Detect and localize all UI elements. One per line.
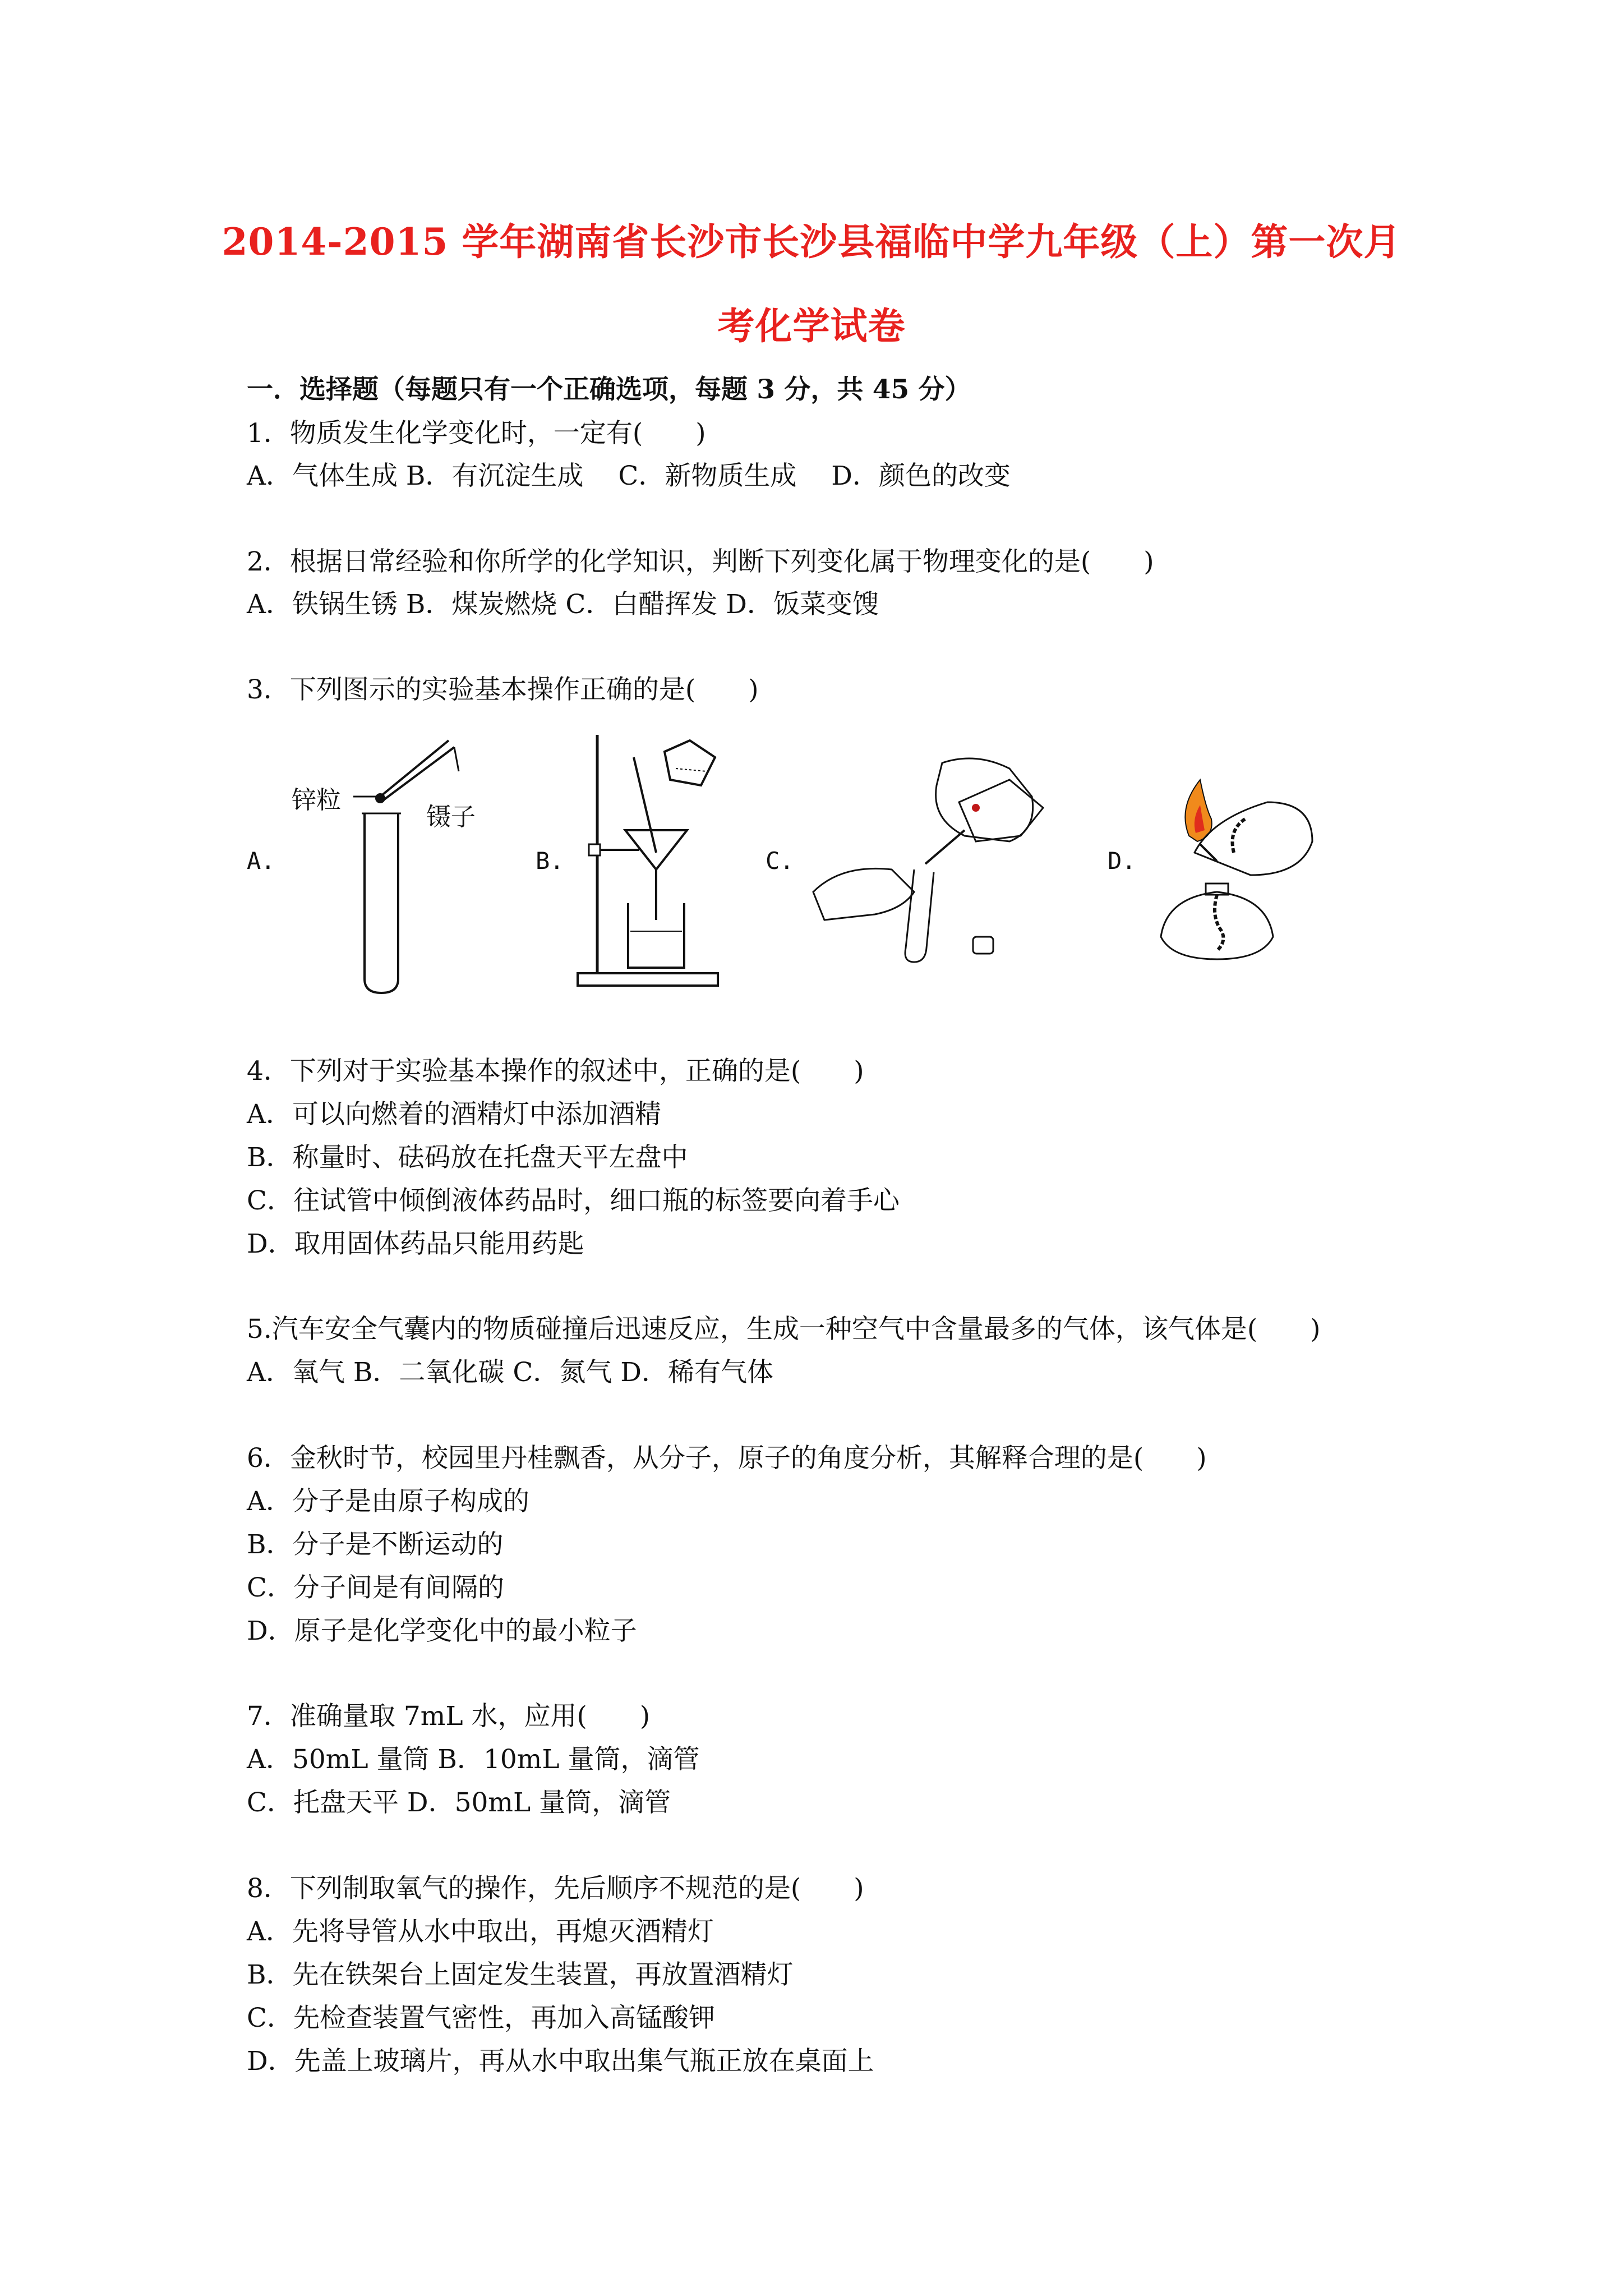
zinc-granule-note: 锌粒 [292, 786, 341, 815]
q2-options: A．铁锅生锈 B．煤炭燃烧 C．白醋挥发 D．饭菜变馊 [247, 589, 879, 620]
q3-label-a: A. [247, 847, 275, 875]
q7-stem: 7．准确量取 7mL 水，应用( ) [247, 1701, 651, 1732]
q6-option-d: D．原子是化学变化中的最小粒子 [247, 1616, 637, 1646]
q8-stem: 8．下列制取氧气的操作，先后顺序不规范的是( ) [247, 1873, 864, 1904]
filtration-setup-figure [572, 724, 740, 993]
q8-option-a: A．先将导管从水中取出，再熄灭酒精灯 [247, 1916, 714, 1947]
alcohol-lamps-figure [1144, 769, 1324, 976]
q2-stem: 2．根据日常经验和你所学的化学知识，判断下列变化属于物理变化的是( ) [247, 546, 1154, 577]
q7-options-line2: C．托盘天平 D．50mL 量筒，滴管 [247, 1787, 671, 1818]
q6-option-a: A．分子是由原子构成的 [247, 1486, 529, 1517]
q6-stem: 6．金秋时节，校园里丹桂飘香，从分子，原子的角度分析，其解释合理的是( ) [247, 1443, 1207, 1474]
pouring-liquid-figure [808, 752, 1066, 976]
q7-options-line1: A．50mL 量筒 B．10mL 量筒，滴管 [247, 1744, 700, 1775]
q6-option-c: C．分子间是有间隔的 [247, 1572, 504, 1603]
exam-title-line2: 考化学试卷 [717, 304, 906, 348]
q5-options: A．氧气 B．二氧化碳 C．氮气 D．稀有气体 [247, 1357, 773, 1388]
q1-options: A．气体生成 B．有沉淀生成 C．新物质生成 D．颜色的改变 [247, 461, 1011, 491]
q3-stem: 3．下列图示的实验基本操作正确的是( ) [247, 674, 759, 705]
q4-option-a: A．可以向燃着的酒精灯中添加酒精 [247, 1099, 661, 1130]
q6-option-b: B．分子是不断运动的 [247, 1529, 504, 1560]
exam-title-line1: 2014-2015 学年湖南省长沙市长沙县福临中学九年级（上）第一次月 [222, 220, 1401, 264]
q8-option-b: B．先在铁架台上固定发生装置，再放置酒精灯 [247, 1959, 794, 1990]
q3-label-c: C. [766, 847, 794, 875]
q8-option-c: C．先检查装置气密性，再加入高锰酸钾 [247, 2003, 715, 2033]
q4-stem: 4．下列对于实验基本操作的叙述中，正确的是( ) [247, 1056, 864, 1087]
q4-option-d: D．取用固体药品只能用药匙 [247, 1228, 584, 1259]
section-heading: 一．选择题（每题只有一个正确选项，每题 3 分，共 45 分） [247, 374, 971, 405]
test-tube-tweezers-figure [280, 724, 482, 1004]
q4-option-c: C．往试管中倾倒液体药品时，细口瓶的标签要向着手心 [247, 1185, 900, 1216]
q8-option-d: D．先盖上玻璃片，再从水中取出集气瓶正放在桌面上 [247, 2046, 874, 2077]
q4-option-b: B．称量时、砝码放在托盘天平左盘中 [247, 1142, 688, 1173]
q3-label-d: D. [1108, 847, 1136, 875]
q5-stem: 5.汽车安全气囊内的物质碰撞后迅速反应，生成一种空气中含量最多的气体，该气体是( ) [247, 1314, 1321, 1345]
q3-label-b: B. [536, 847, 564, 875]
tweezers-note: 镊子 [426, 803, 476, 831]
q1-stem: 1．物质发生化学变化时，一定有( ) [247, 418, 706, 449]
